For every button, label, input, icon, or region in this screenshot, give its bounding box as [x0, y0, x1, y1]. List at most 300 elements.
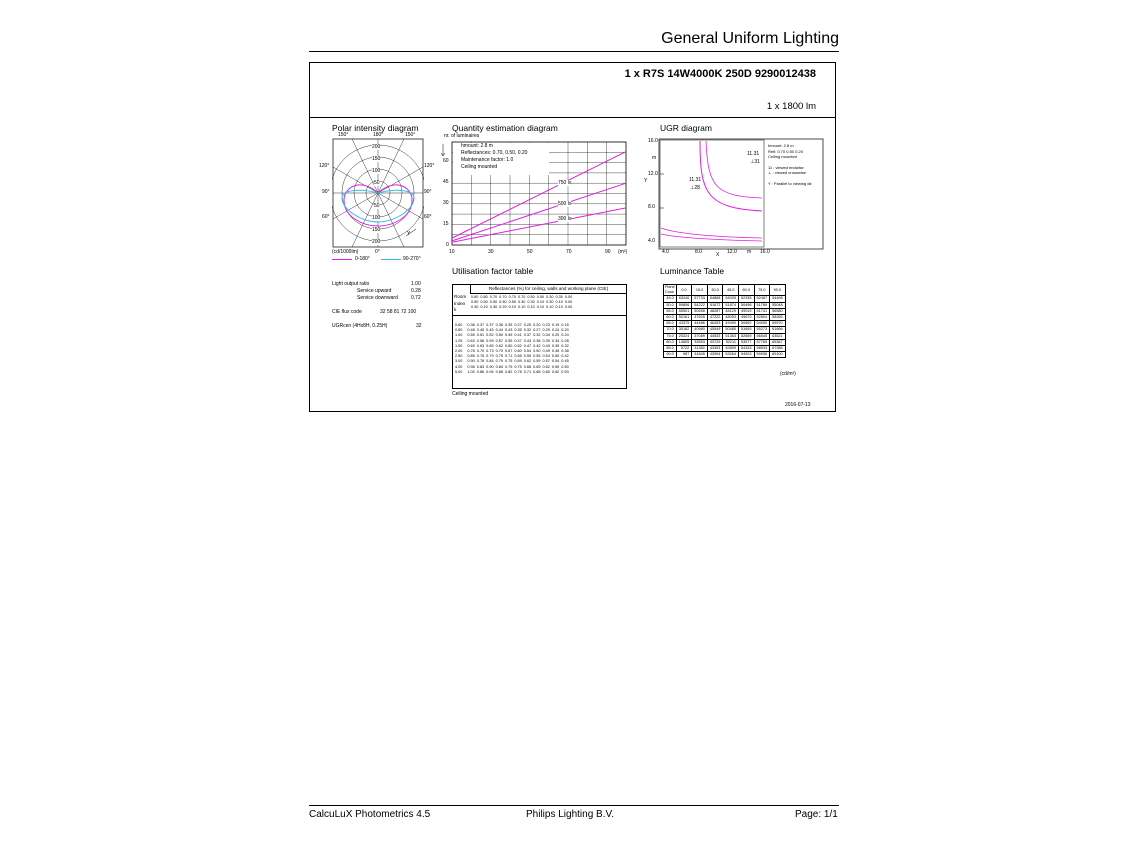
utilisation-cell: 0.62: [495, 343, 503, 348]
utilisation-cell: 0.84: [486, 359, 494, 364]
ugr-label-crosswise-1: ⊥31: [750, 159, 760, 165]
utilisation-cell: 0.75: [514, 364, 522, 369]
quantity-xtick-70: 70: [566, 249, 572, 255]
utilisation-cell: 0.43: [542, 343, 550, 348]
utilisation-cell: 0.36: [495, 323, 503, 327]
reflectance-cell: 0.50: [527, 295, 535, 299]
series-label-500: 500 lx: [558, 201, 572, 207]
utilisation-side-room: Room: [454, 294, 467, 299]
reflectance-cell: 0.10: [536, 300, 545, 305]
luminance-cell: 49670: [738, 315, 754, 321]
luminance-cell: 52335: [738, 296, 754, 302]
luminance-header-cell: 90.0: [770, 285, 786, 296]
luminance-cell: 31382: [692, 346, 708, 352]
utilisation-cell: 0.88: [495, 369, 503, 374]
luminance-cell: 44486: [692, 321, 708, 327]
utilisation-cell: 0.55: [533, 354, 541, 359]
luminance-cell: 67288: [770, 346, 786, 352]
utilisation-cell: 0.68: [523, 364, 532, 369]
luminance-unit: (cd/m²): [780, 371, 796, 377]
utilisation-cell: 0.53: [561, 369, 569, 374]
polar-left-angle-120: 120°: [319, 163, 330, 169]
reflectance-cell: 0.10: [536, 305, 545, 310]
luminance-cell: 58933: [754, 346, 770, 352]
utilisation-cell: 0.20: [533, 323, 541, 327]
luminance-corner-cell: Plane Cone: [665, 285, 675, 295]
utilisation-cell: 0.60: [514, 349, 522, 354]
utilisation-cell: 0.29: [542, 328, 550, 333]
utilisation-cell: 0.90: [486, 364, 494, 369]
utilisation-cell: 0.58: [476, 338, 485, 343]
reflectance-cell: 0.50: [508, 300, 516, 305]
luminance-cell: 57733: [692, 296, 708, 302]
utilisation-row: [454, 333, 570, 338]
utilisation-cell: 0.39: [551, 343, 560, 348]
luminance-cell: 40980: [692, 327, 708, 333]
luminance-cell: 55273: [754, 327, 770, 333]
info-value-downward: 0.72: [411, 295, 421, 301]
polar-ring-label-6: 100: [372, 215, 381, 221]
document-title: General Uniform Lighting: [661, 30, 839, 47]
ugr-legend-endwise: 11 : viewed endwise: [768, 164, 804, 170]
reflectance-cell: 0.80: [480, 295, 488, 299]
info-label-cie: CIE flux code: [332, 309, 362, 315]
ugr-xtick-8: 8.0: [695, 249, 702, 255]
quantity-ylabel: nr. of luminaires: [444, 133, 480, 139]
luminance-cell: 54333: [738, 346, 754, 352]
polar-unit: (cd/1000lm): [332, 249, 359, 255]
utilisation-cell: 0.83: [476, 364, 485, 369]
utilisation-cell: 0.50: [561, 364, 569, 369]
utilisation-cell: 0.50: [495, 333, 503, 338]
polar-ring-label-1: 200: [372, 144, 381, 150]
utilisation-cell: 0.73: [486, 349, 494, 354]
luminance-cell: 54868: [707, 296, 723, 302]
ugr-label-crosswise-2: ⊥28: [690, 185, 700, 191]
utilisation-cell: 0.70: [495, 349, 503, 354]
header-rule: [309, 51, 839, 52]
room-index-cell: 1.50: [455, 343, 463, 348]
legend-swatch-0-180: [332, 259, 352, 260]
ugr-legend: [768, 143, 813, 187]
utilisation-cell: 0.32: [533, 333, 541, 338]
polar-top-angle-center: 180°: [373, 132, 384, 138]
luminance-header-row: [664, 285, 786, 296]
ugr-label-endwise-1: 11.31: [747, 151, 760, 157]
polar-top-angle-right: 150°: [405, 132, 416, 138]
luminance-row: [664, 352, 786, 358]
utilisation-row: [454, 359, 570, 364]
reflectance-cell: 0.00: [564, 300, 573, 305]
reflectance-cell: 0.50: [471, 300, 479, 305]
luminance-angle-cell: 85.0: [664, 346, 677, 352]
utilisation-cell: 0.90: [467, 359, 475, 364]
luminance-cell: 57769: [754, 339, 770, 345]
luminance-angle-cell: 75.0: [664, 333, 677, 339]
room-index-cell: 0.60: [455, 323, 463, 327]
utilisation-cell: 0.38: [561, 349, 569, 354]
reflectance-cell: 0.70: [517, 295, 526, 299]
room-index-cell: 1.00: [455, 333, 463, 338]
utilisation-cell: 0.47: [523, 343, 532, 348]
luminance-cell: 51874: [723, 302, 739, 308]
info-value-cie: 32 58 81 72 100: [380, 309, 417, 315]
quantity-ytick-30: 30: [443, 200, 449, 206]
luminance-angle-cell: 70.0: [664, 327, 677, 333]
footer-software: CalcuLuX Photometrics 4.5: [309, 809, 431, 820]
luminance-cell: 50161: [676, 315, 692, 321]
footer-rule: [309, 805, 839, 806]
quantity-xtick-10: 10: [449, 249, 455, 255]
utilisation-cell: 0.57: [495, 338, 503, 343]
luminance-cell: 49019: [738, 308, 754, 314]
reflectance-cell: 0.20: [499, 305, 507, 310]
luminance-cell: 63240: [676, 296, 692, 302]
polar-right-angle-120: 120°: [424, 163, 435, 169]
utilisation-cell: 0.78: [476, 359, 485, 364]
utilisation-cell: 0.54: [551, 359, 560, 364]
luminance-cell: 49490: [723, 321, 739, 327]
luminance-cell: 54005: [723, 296, 739, 302]
reflectance-cell: 0.10: [508, 305, 516, 310]
luminance-cell: 53577: [738, 339, 754, 345]
luminance-cell: 54498: [770, 296, 786, 302]
polar-right-angle-90: 90°: [424, 189, 432, 195]
polar-ring-label-3: 100: [372, 168, 381, 174]
utilisation-cell: 0.69: [514, 359, 522, 364]
luminance-header-cell: 45.0: [723, 285, 739, 296]
luminance-title: Luminance Table: [660, 266, 725, 276]
reflectance-cell: 0.00: [564, 295, 573, 299]
luminance-cell: 47222: [707, 315, 723, 321]
utilisation-cell: 0.34: [551, 338, 560, 343]
quantity-note-mounting: Ceiling mounted: [461, 164, 498, 170]
polar-ring-label-2: 150: [372, 156, 381, 162]
utilisation-cell: 0.86: [476, 369, 485, 374]
reflectance-cell: 0.30: [546, 300, 554, 305]
ugr-xtick-16: 16.0: [760, 249, 770, 255]
reflectance-cell: 0.30: [527, 300, 535, 305]
utilisation-cell: 0.62: [551, 369, 560, 374]
document-date: 2016-07-13: [785, 402, 811, 408]
utilisation-cell: 0.32: [561, 343, 569, 348]
luminance-cell: 51363: [723, 333, 739, 339]
luminance-cell: 61666: [770, 327, 786, 333]
utilisation-value-table: [454, 323, 570, 375]
ugr-xtick-4: 4.0: [662, 249, 669, 255]
reflectance-cell: 0.10: [555, 305, 563, 310]
utilisation-cell: 0.32: [523, 328, 532, 333]
luminance-cell: 69100: [770, 352, 786, 358]
utilisation-cell: 0.59: [533, 359, 541, 364]
utilisation-cell: 0.68: [533, 369, 541, 374]
luminance-cell: 52809: [723, 346, 739, 352]
reflectance-cell: 0.30: [517, 300, 526, 305]
luminance-cell: 65367: [770, 339, 786, 345]
polar-left-angle-90: 90°: [322, 189, 330, 195]
utilisation-cell: 0.59: [486, 338, 494, 343]
luminance-angle-cell: 90.0: [664, 352, 677, 358]
utilisation-cell: 0.44: [495, 328, 503, 333]
luminance-cell: 59806: [676, 302, 692, 308]
utilisation-cell: 0.84: [495, 364, 503, 369]
ugr-legend-mounting: Ceiling mounted: [768, 154, 797, 160]
luminance-cell: 52487: [754, 296, 770, 302]
utilisation-cell: 0.45: [476, 328, 485, 333]
quantity-ytick-15: 15: [443, 221, 449, 227]
luminance-cell: 56580: [770, 308, 786, 314]
luminance-cell: 52804: [754, 315, 770, 321]
luminance-cell: 56545: [754, 333, 770, 339]
quantity-note-reflectances: Reflectances: 0.70, 0.50, 0.20: [461, 150, 528, 156]
luminance-header-cell: 0.0: [676, 285, 692, 296]
utilisation-cell: 0.39: [542, 338, 550, 343]
room-index-cell: 1.25: [455, 338, 463, 343]
luminance-cell: 48053: [723, 315, 739, 321]
utilisation-cell: 0.23: [542, 323, 550, 327]
utilisation-footer: Ceiling mounted: [452, 391, 489, 397]
reflectance-cell: 0.10: [480, 305, 488, 310]
series-label-750: 750 lx: [558, 180, 572, 186]
luminance-cell: 52659: [738, 333, 754, 339]
utilisation-cell: 0.65: [533, 364, 541, 369]
utilisation-cell: 0.52: [486, 333, 494, 338]
utilisation-side: [454, 294, 466, 314]
reflectance-cell: 0.10: [555, 300, 563, 305]
utilisation-title: Utilisation factor table: [452, 266, 534, 276]
luminance-cell: 54050: [754, 321, 770, 327]
polar-zero: 0°: [375, 249, 380, 255]
utilisation-cell: 0.35: [504, 323, 513, 327]
ugr-ytick-8: 8.0: [648, 204, 655, 210]
ugr-legend-crosswise: ⊥ : viewed crosswise: [768, 170, 806, 176]
utilisation-cell: 0.24: [561, 333, 569, 338]
utilisation-cell: 0.38: [467, 323, 475, 327]
utilisation-cell: 0.94: [486, 369, 494, 374]
luminance-cell: 54222: [692, 302, 708, 308]
polar-title: Polar intensity diagram: [332, 123, 419, 133]
ugr-yunit: m: [652, 155, 657, 161]
utilisation-cell: 0.41: [514, 333, 522, 338]
utilisation-cell: 0.48: [467, 328, 475, 333]
utilisation-cell: 0.75: [495, 354, 503, 359]
ugr-xtick-12: 12.0: [727, 249, 737, 255]
luminance-cell: 33553: [692, 339, 708, 345]
luminance-cell: 5722: [676, 346, 692, 352]
utilisation-cell: 0.45: [561, 359, 569, 364]
quantity-xunit: (m²): [618, 249, 628, 255]
utilisation-box: [452, 284, 627, 389]
luminance-cell: 14805: [676, 339, 692, 345]
info-label-lor: Light output ratio: [332, 281, 370, 287]
ugr-ytick-4: 4.0: [648, 238, 655, 244]
luminance-cell: 54923: [738, 352, 754, 358]
info-value-ugr: 32: [416, 323, 422, 329]
luminance-cell: 55501: [676, 308, 692, 314]
utilisation-cell: 0.51: [476, 333, 485, 338]
luminance-cell: 43393: [707, 346, 723, 352]
utilisation-cell: 0.34: [542, 333, 550, 338]
utilisation-cell: 0.45: [551, 349, 560, 354]
utilisation-cell: 0.60: [504, 343, 513, 348]
reflectance-cell: 0.50: [499, 300, 507, 305]
luminance-header-cell: 75.0: [754, 285, 770, 296]
reflectance-cell: 0.50: [489, 300, 498, 305]
utilisation-cell: 0.65: [514, 354, 522, 359]
ugr-ytick-16: 16.0: [648, 138, 658, 144]
room-index-cell: 5.00: [455, 369, 463, 374]
reflectance-cell: 0.10: [517, 305, 526, 310]
utilisation-cell: 0.75: [504, 359, 513, 364]
luminance-table: [663, 284, 786, 358]
utilisation-cell: 0.71: [523, 369, 532, 374]
luminance-cell: 51789: [754, 302, 770, 308]
utilisation-cell: 0.78: [514, 369, 522, 374]
reflectance-cell: 0.30: [546, 295, 554, 299]
utilisation-cell: 0.37: [523, 333, 532, 338]
utilisation-cell: 0.20: [561, 328, 569, 333]
reflectance-cell: 0.00: [564, 305, 573, 310]
utilisation-cell: 0.49: [504, 333, 513, 338]
utilisation-cell: 0.38: [533, 338, 541, 343]
info-value-lor: 1.00: [411, 281, 421, 287]
ugr-legend-refl: Refl: 0.70 0.50 0.20: [768, 148, 803, 154]
luminance-cell: 59970: [770, 321, 786, 327]
legend-swatch-90-270: [381, 259, 401, 260]
ugr-title: UGR diagram: [660, 123, 712, 133]
luminance-cell: 45549: [707, 327, 723, 333]
luminance-angle-cell: 45.0: [664, 296, 677, 302]
utilisation-cell: 0.27: [514, 323, 522, 327]
series-label-300: 300 lx: [558, 216, 572, 222]
utilisation-cell: 0.65: [486, 343, 494, 348]
luminance-cell: 35182: [676, 327, 692, 333]
ugr-label-endwise-2: 11.31: [689, 177, 702, 183]
reflectance-row: [470, 305, 573, 310]
utilisation-cell: 0.42: [533, 343, 541, 348]
utilisation-cell: 0.71: [504, 354, 513, 359]
luminance-cell: 47605: [692, 315, 708, 321]
utilisation-cell: 0.15: [561, 323, 569, 327]
luminance-cell: 48129: [723, 308, 739, 314]
ugr-xlabel: X: [716, 252, 720, 258]
quantity-xtick-50: 50: [527, 249, 533, 255]
utilisation-cell: 0.96: [467, 364, 475, 369]
reflectance-cell: 0.70: [499, 295, 507, 299]
reflectance-cell: 0.50: [480, 300, 488, 305]
utilisation-cell: 0.82: [504, 369, 513, 374]
luminance-cell: 43729: [707, 339, 723, 345]
utilisation-cell: 0.55: [467, 333, 475, 338]
utilisation-cell: 0.29: [551, 333, 560, 338]
polar-ring-label-5: 50: [374, 203, 380, 209]
luminance-angle-cell: 55.0: [664, 308, 677, 314]
utilisation-cell: 0.55: [504, 338, 513, 343]
reflectance-cell: 0.10: [546, 305, 554, 310]
polar-axis-marker: Y: [407, 231, 411, 237]
luminance-cell: 58265: [770, 315, 786, 321]
luminance-header-cell: 15.0: [692, 285, 708, 296]
quantity-title: Quantity estimation diagram: [452, 123, 558, 133]
utilisation-cell: 0.78: [467, 349, 475, 354]
utilisation-cell: 0.79: [495, 359, 503, 364]
utilisation-cell: 0.62: [523, 359, 532, 364]
polar-left-angle-60: 60°: [322, 214, 330, 220]
info-label-upward: Service upward: [357, 288, 392, 294]
luminance-cell: 50456: [692, 308, 708, 314]
utilisation-cell: 0.62: [542, 364, 550, 369]
luminance-cell: 37089: [692, 333, 708, 339]
info-value-upward: 0.28: [411, 288, 421, 294]
utilisation-cell: 0.65: [542, 369, 550, 374]
footer-page: Page: 1/1: [795, 809, 838, 820]
legend-90-270: 90-270°: [403, 256, 421, 262]
utilisation-cell: 0.45: [486, 328, 494, 333]
utilisation-cell: 0.54: [542, 354, 550, 359]
utilisation-cell: 0.42: [561, 354, 569, 359]
utilisation-cell: 0.28: [561, 338, 569, 343]
reflectance-cell: 0.70: [508, 295, 516, 299]
utilisation-cell: 0.50: [551, 354, 560, 359]
utilisation-cell: 0.49: [542, 349, 550, 354]
utilisation-cell: 0.63: [476, 343, 485, 348]
ugr-legend-parallel: Y : Parallel to viewing dir.: [768, 180, 813, 186]
luminance-cell: 51741: [754, 308, 770, 314]
luminance-angle-cell: 60.0: [664, 315, 677, 321]
room-index-cell: 0.80: [455, 328, 463, 333]
ugr-ylabel: Y: [644, 178, 648, 184]
reflectance-cell: 0.70: [489, 295, 498, 299]
room-index-cell: 2.00: [455, 349, 463, 354]
utilisation-cell: 0.59: [523, 354, 532, 359]
quantity-xtick-90: 90: [605, 249, 611, 255]
room-index-cell: 3.00: [455, 359, 463, 364]
luminance-cell: 51693: [738, 327, 754, 333]
quantity-ytick-60: 60: [443, 158, 449, 164]
frame-divider: [309, 117, 836, 118]
quantity-xtick-30: 30: [488, 249, 494, 255]
luminance-cell: 55048: [770, 302, 786, 308]
luminance-cell: 63521: [770, 333, 786, 339]
utilisation-cell: 0.35: [514, 328, 522, 333]
polar-ring-label-4: 50: [374, 180, 380, 186]
utilisation-cell: 0.79: [486, 354, 494, 359]
utilisation-cell: 0.43: [504, 328, 513, 333]
luminance-cell: 43375: [676, 321, 692, 327]
utilisation-cell: 0.70: [476, 349, 485, 354]
luminance-header-cell: 30.0: [707, 285, 723, 296]
luminance-cell: 43994: [707, 352, 723, 358]
ugr-xunit: m: [747, 249, 752, 255]
luminance-cell: 50485: [723, 327, 739, 333]
luminance-cell: 44533: [707, 333, 723, 339]
luminaire-flux: 1 x 1800 lm: [766, 101, 816, 112]
reflectance-cell: 0.30: [489, 305, 498, 310]
utilisation-cell: 0.27: [533, 328, 541, 333]
luminance-cell: 46453: [707, 321, 723, 327]
quantity-note-maintenance: Maintenance factor: 1.0: [461, 157, 514, 163]
room-index-cell: 2.50: [455, 354, 463, 359]
utilisation-side-k: k: [454, 307, 457, 312]
reflectance-cell: 0.80: [471, 295, 479, 299]
polar-top-angle-left: 150°: [338, 132, 349, 138]
luminance-angle-cell: 65.0: [664, 321, 677, 327]
quantity-ytick-45: 45: [443, 179, 449, 185]
luminance-cell: 52211: [723, 339, 739, 345]
utilisation-cell: 0.37: [486, 323, 494, 327]
reflectance-cell: 0.10: [527, 305, 535, 310]
info-label-downward: Service downward: [357, 295, 398, 301]
